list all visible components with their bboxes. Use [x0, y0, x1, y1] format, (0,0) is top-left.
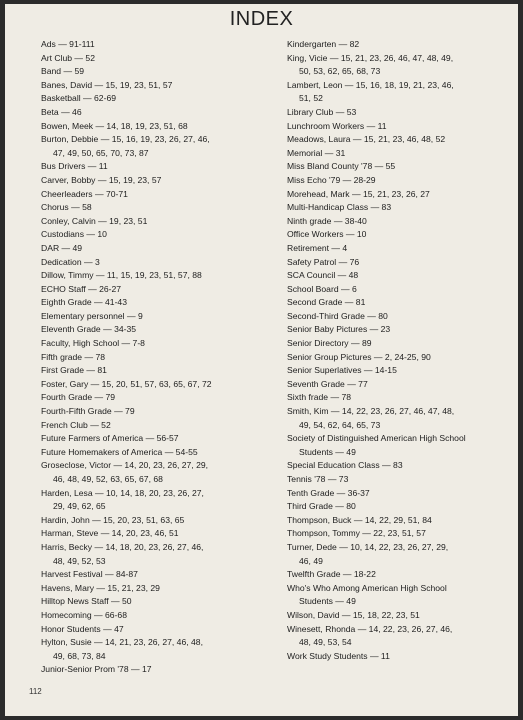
- index-entry-text: Harvest Festival — 84-87: [41, 569, 138, 580]
- index-entry-continuation: 50, 53, 62, 65, 68, 73: [299, 66, 381, 77]
- index-entry-text: Retirement — 4: [287, 242, 348, 253]
- index-entry: [41, 432, 273, 446]
- index-entry-text: Smith, Kim — 14, 22, 23, 26, 27, 46, 47, 48,: [287, 406, 455, 417]
- index-entry-continuation: Students — 49: [299, 596, 356, 607]
- index-entry-text: Art Club — 52: [41, 52, 95, 63]
- page-number: 112: [29, 687, 42, 696]
- index-entry: [287, 514, 511, 528]
- index-entry-text: Winesett, Rhonda — 14, 22, 23, 26, 27, 46,: [287, 623, 453, 634]
- index-entry-text: Kindergarten — 82: [287, 39, 360, 49]
- index-entry-text: Lunchroom Workers — 11: [287, 120, 387, 131]
- index-entry: [287, 133, 511, 147]
- index-entry-continuation: 49, 54, 62, 64, 65, 73: [299, 419, 381, 430]
- index-entry-text: Fourth-Fifth Grade — 79: [41, 406, 135, 417]
- index-entry: [41, 527, 273, 541]
- index-entry: [287, 500, 511, 514]
- index-entry-text: Tennis '78 — 73: [287, 474, 349, 484]
- index-entry-text: Morehead, Mark — 15, 21, 23, 26, 27: [287, 188, 430, 199]
- index-entry-text: Tenth Grade — 36-37: [287, 487, 370, 498]
- index-column-right: [287, 38, 511, 663]
- index-entry-text: Harman, Steve — 14, 20, 23, 46, 51: [41, 528, 179, 539]
- index-entry-text: Special Education Class — 83: [287, 460, 403, 471]
- index-entry: [287, 323, 511, 337]
- index-entry: [287, 174, 511, 188]
- index-entry-text: Lambert, Leon — 15, 16, 18, 19, 21, 23, 46,: [287, 79, 454, 90]
- index-entry-text: Office Workers — 10: [287, 229, 367, 240]
- index-entry-text: Burton, Debbie — 15, 16, 19, 23, 26, 27, 46,: [41, 134, 210, 145]
- index-entry-text: Senior Directory — 89: [287, 338, 372, 349]
- index-entry-text: Senior Baby Pictures — 23: [287, 324, 391, 335]
- index-entry: [41, 133, 273, 160]
- index-entry-continuation: 29, 49, 62, 65: [53, 501, 106, 512]
- index-entry: [287, 296, 511, 310]
- index-entry-text: Honor Students — 47: [41, 623, 124, 634]
- index-entry-text: Cheerleaders — 70-71: [41, 188, 128, 199]
- index-entry-text: Senior Superlatives — 14-15: [287, 365, 397, 376]
- index-entry-continuation: Students — 49: [299, 446, 356, 457]
- index-entry-text: Ninth grade — 38-40: [287, 215, 367, 226]
- index-entry-text: Band — 59: [41, 66, 84, 77]
- index-entry: [287, 432, 511, 459]
- index-entry: [41, 582, 273, 596]
- index-entry: [287, 188, 511, 202]
- index-entry: [41, 215, 273, 229]
- index-entry: [287, 106, 511, 120]
- index-entry: [287, 623, 511, 650]
- index-entry-continuation: 51, 52: [299, 93, 323, 104]
- index-entry-text: Multi-Handicap Class — 83: [287, 202, 392, 213]
- index-entry-text: Library Club — 53: [287, 106, 357, 117]
- index-entry: [41, 92, 273, 106]
- index-entry: [41, 391, 273, 405]
- index-entry: [287, 473, 511, 487]
- index-entry-text: First Grade — 81: [41, 365, 107, 376]
- index-entry: [41, 269, 273, 283]
- index-entry: [41, 595, 273, 609]
- index-entry: [287, 351, 511, 365]
- index-entry: [41, 256, 273, 270]
- index-entry-text: Second-Third Grade — 80: [287, 310, 388, 321]
- index-entry: [287, 568, 511, 582]
- index-entry: [287, 405, 511, 432]
- index-entry-text: Homecoming — 66-68: [41, 609, 127, 620]
- index-entry-text: Third Grade — 80: [287, 501, 356, 512]
- index-entry: [41, 446, 273, 460]
- index-entry-text: Sixth frade — 78: [287, 392, 352, 403]
- index-entry: [287, 609, 511, 623]
- index-entry-text: Groseclose, Victor — 14, 20, 23, 26, 27, 29,: [41, 460, 209, 471]
- index-entry: [287, 79, 511, 106]
- index-entry-text: Miss Echo '79 — 28-29: [287, 174, 376, 185]
- index-entry-text: Memorial — 31: [287, 147, 346, 158]
- index-entry: [41, 609, 273, 623]
- index-entry: [41, 636, 273, 663]
- page-title: INDEX: [229, 8, 294, 30]
- index-entry-text: SCA Council — 48: [287, 270, 359, 281]
- index-entry-continuation: 47, 49, 50, 65, 70, 73, 87: [53, 147, 149, 158]
- index-entry-text: Miss Bland County '78 — 55: [287, 161, 396, 172]
- index-entry-text: Foster, Gary — 15, 20, 51, 57, 63, 65, 67, 72: [41, 378, 212, 389]
- index-entry: [41, 378, 273, 392]
- index-entry-text: Elementary personnel — 9: [41, 310, 143, 321]
- index-entry-continuation: 46, 49: [299, 555, 323, 566]
- index-entry-text: Senior Group Pictures — 2, 24-25, 90: [287, 351, 431, 362]
- index-entry-text: Hilltop News Staff — 50: [41, 596, 132, 607]
- index-entry-text: Society of Distinguished American High School: [287, 433, 466, 444]
- index-entry-continuation: 48, 49, 53, 54: [299, 637, 352, 648]
- index-entry-text: Harden, Lesa — 10, 14, 18, 20, 23, 26, 27,: [41, 487, 204, 498]
- index-entry: [287, 228, 511, 242]
- index-entry-text: Beta — 46: [41, 106, 82, 117]
- index-entry: [287, 201, 511, 215]
- index-entry: [287, 283, 511, 297]
- index-entry: [41, 514, 273, 528]
- index-entry: [41, 38, 273, 52]
- index-entry-continuation: 46, 48, 49, 52, 63, 65, 67, 68: [53, 474, 163, 484]
- index-entry-text: Hylton, Susie — 14, 21, 23, 26, 27, 46, 48,: [41, 637, 203, 648]
- index-entry: [287, 527, 511, 541]
- index-entry: [287, 541, 511, 568]
- index-entry: [287, 256, 511, 270]
- index-entry-text: DAR — 49: [41, 242, 83, 253]
- index-entry: [41, 459, 273, 486]
- index-entry-text: Fourth Grade — 79: [41, 392, 116, 403]
- index-entry-text: Custodians — 10: [41, 229, 107, 240]
- index-entry-text: Wilson, David — 15, 18, 22, 23, 51: [287, 609, 420, 620]
- index-entry-text: French Club — 52: [41, 419, 111, 430]
- index-entry-text: Banes, David — 15, 19, 23, 51, 57: [41, 79, 173, 90]
- index-entry-text: Faculty, High School — 7-8: [41, 338, 145, 349]
- index-entry-text: Fifth grade — 78: [41, 351, 106, 362]
- index-entry-text: Conley, Calvin — 19, 23, 51: [41, 215, 148, 226]
- index-entry: [287, 120, 511, 134]
- index-entry-text: Chorus — 58: [41, 202, 92, 213]
- index-entry-text: Bowen, Meek — 14, 18, 19, 23, 51, 68: [41, 120, 188, 131]
- index-entry-text: Junior-Senior Prom '78 — 17: [41, 664, 152, 675]
- index-entry: [41, 52, 273, 66]
- index-entry: [41, 283, 273, 297]
- index-entry: [287, 582, 511, 609]
- index-entry: [41, 65, 273, 79]
- index-entry: [287, 242, 511, 256]
- index-entry-text: Eighth Grade — 41-43: [41, 297, 127, 308]
- yearbook-page: [5, 4, 518, 716]
- index-entry: [41, 568, 273, 582]
- index-entry: [287, 459, 511, 473]
- index-entry: [41, 242, 273, 256]
- index-entry: [41, 106, 273, 120]
- index-entry-text: ECHO Staff — 26-27: [41, 283, 122, 294]
- index-entry: [41, 487, 273, 514]
- index-entry-text: Dillow, Timmy — 11, 15, 19, 23, 51, 57, 88: [41, 270, 202, 281]
- index-entry: [287, 337, 511, 351]
- index-entry: [41, 663, 273, 677]
- index-entry: [287, 650, 511, 664]
- index-entry-text: Harris, Becky — 14, 18, 20, 23, 26, 27, 46,: [41, 541, 204, 552]
- index-entry-continuation: 48, 49, 52, 53: [53, 555, 106, 566]
- index-entry-text: Future Farmers of America — 56-57: [41, 433, 179, 444]
- index-entry: [41, 623, 273, 637]
- index-entry-continuation: 49, 68, 73, 84: [53, 650, 106, 661]
- index-entry: [41, 201, 273, 215]
- index-entry: [41, 188, 273, 202]
- index-entry-text: Ads — 91-111: [41, 39, 95, 49]
- index-entry: [287, 378, 511, 392]
- index-entry: [41, 160, 273, 174]
- index-entry-text: Twelfth Grade — 18-22: [287, 569, 376, 580]
- index-entry-text: Hardin, John — 15, 20, 23, 51, 63, 65: [41, 514, 185, 525]
- index-entry: [287, 147, 511, 161]
- index-entry: [41, 310, 273, 324]
- index-entry-text: Who's Who Among American High School: [287, 582, 447, 593]
- index-entry-text: Dedication — 3: [41, 256, 100, 267]
- index-entry: [41, 323, 273, 337]
- index-entry: [41, 351, 273, 365]
- index-entry: [287, 391, 511, 405]
- index-entry-text: Safety Patrol — 76: [287, 256, 360, 267]
- index-entry: [287, 52, 511, 79]
- index-entry: [41, 228, 273, 242]
- index-entry-text: Havens, Mary — 15, 21, 23, 29: [41, 582, 160, 593]
- index-entry: [287, 160, 511, 174]
- index-entry: [287, 215, 511, 229]
- index-column-left: [41, 38, 273, 677]
- index-entry-text: Future Homemakers of America — 54-55: [41, 446, 198, 457]
- index-entry: [41, 419, 273, 433]
- index-entry: [41, 79, 273, 93]
- index-entry-text: Bus Drivers — 11: [41, 161, 108, 172]
- index-entry-text: Seventh Grade — 77: [287, 378, 368, 389]
- index-entry-text: Thompson, Tommy — 22, 23, 51, 57: [287, 528, 426, 539]
- index-entry-text: Carver, Bobby — 15, 19, 23, 57: [41, 174, 162, 185]
- index-entry-text: Turner, Dede — 10, 14, 22, 23, 26, 27, 29,: [287, 541, 449, 552]
- index-entry: [41, 296, 273, 310]
- index-entry-text: Thompson, Buck — 14, 22, 29, 51, 84: [287, 514, 432, 525]
- index-entry: [41, 364, 273, 378]
- index-entry-text: Basketball — 62-69: [41, 93, 116, 104]
- index-entry-text: Meadows, Laura — 15, 21, 23, 46, 48, 52: [287, 134, 446, 145]
- index-entry: [287, 487, 511, 501]
- index-entry: [287, 310, 511, 324]
- index-entry: [41, 405, 273, 419]
- index-entry-text: King, Vicie — 15, 21, 23, 26, 46, 47, 48, 49,: [287, 52, 454, 63]
- index-entry: [41, 337, 273, 351]
- index-entry: [287, 269, 511, 283]
- index-entry: [41, 120, 273, 134]
- index-entry-text: Eleventh Grade — 34-35: [41, 324, 137, 335]
- index-entry: [41, 174, 273, 188]
- index-entry-text: Second Grade — 81: [287, 297, 366, 308]
- index-entry: [41, 541, 273, 568]
- index-entry: [287, 38, 511, 52]
- index-entry-text: School Board — 6: [287, 283, 357, 294]
- index-entry: [287, 364, 511, 378]
- index-entry-text: Work Study Students — 11: [287, 650, 390, 661]
